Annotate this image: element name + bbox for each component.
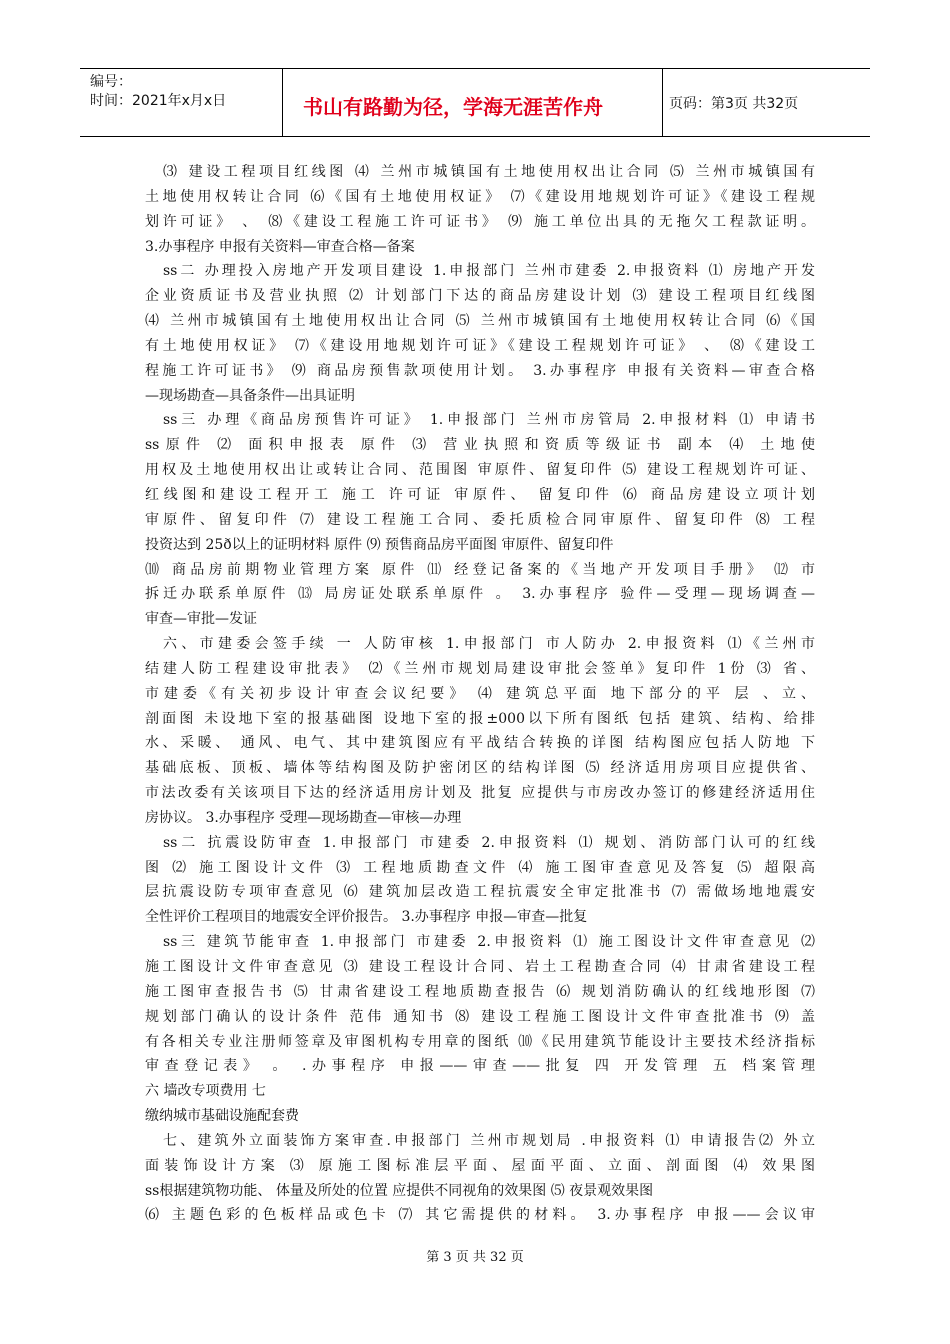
text-line: 市法改委有关该项目下达的经济适用房计划及 批复 应提供与市房改办签订的修建经济适用住 — [145, 785, 815, 802]
text-line: 层抗震设防专项审查意见 ⑹ 建筑加层改造工程抗震安全审定批准书 ⑺ 需做场地地震安 — [145, 884, 815, 901]
text-line: ⑶ 建设工程项目红线图 ⑷ 兰州市城镇国有土地使用权出让合同 ⑸ 兰州市城镇国有 — [163, 164, 815, 180]
document-body — [145, 160, 815, 1228]
text-line: ⑷ 兰州市城镇国有土地使用权出让合同 ⑸ 兰州市城镇国有土地使用权转让合同 ⑹《国 — [145, 313, 815, 330]
text-line: 全性评价工程项目的地震安全评价报告。 3.办事程序 申报—审查—批复 — [145, 909, 588, 926]
page-info: 页码：第3页 共32页 — [669, 96, 799, 112]
text-line: 有各相关专业注册师签章及审图机构专用章的图纸 ⑽《民用建筑节能设计主要技术经济指标 — [145, 1033, 815, 1050]
text-line: ss根据建筑物功能、 体量及所处的位置 应提供不同视角的效果图 ⑸ 夜景观效果图 — [145, 1182, 654, 1199]
text-line: 企业资质证书及营业执照 ⑵ 计划部门下达的商品房建设计划 ⑶ 建设工程项目红线图 — [145, 288, 815, 305]
text-line: 审查—审批—发证 — [145, 611, 257, 628]
text-line: 市建委《有关初步设计审查会议纪要》 ⑷ 建筑总平面 地下部分的平 层 、立、 — [145, 685, 815, 702]
text-line: 面装饰设计方案 ⑶ 原施工图标准层平面、屋面平面、立面、剖面图 ⑷ 效果图 — [145, 1157, 815, 1174]
page-header — [80, 68, 870, 137]
text-line: 划许可证》 、 ⑻《建设工程施工许可证书》 ⑼ 施工单位出具的无拖欠工程款证明。 — [145, 213, 815, 230]
text-line: 房协议。 3.办事程序 受理—现场勘查—审核—办理 — [145, 809, 462, 826]
header-page-cell — [663, 69, 870, 136]
text-line: ⑽ 商品房前期物业管理方案 原件 ⑾ 经登记备案的《当地产开发项目手册》 ⑿ 市 — [145, 561, 815, 578]
text-line: 程施工许可证书》 ⑼ 商品房预售款项使用计划。 3.办事程序 申报有关资料—审查合格 — [145, 362, 815, 379]
text-line: 施工图审查报告书 ⑸ 甘肃省建设工程地质勘查报告 ⑹ 规划消防确认的红线地形图 ⑺ — [145, 983, 815, 1000]
header-motto-cell — [283, 69, 663, 136]
text-line: 水、采暖、 通风、电气、其中建筑图应有平战结合转换的详图 结构图应包括人防地 下 — [145, 735, 815, 752]
text-line: 投资达到 25ð以上的证明材料 原件 ⑼ 预售商品房平面图 审原件、留复印件 — [145, 536, 614, 553]
text-line: ss原件 ⑵ 面积申报表 原件 ⑶ 营业执照和资质等级证书 副本 ⑷ 土地使 — [145, 437, 815, 454]
text-line: 审查登记表》 。 .办事程序 申报——审查——批复 四 开发管理 五 档案管理 — [145, 1058, 815, 1075]
text-line: 缴纳城市基础设施配套费 — [145, 1108, 299, 1125]
text-line: 六 墙改专项费用 七 — [145, 1083, 266, 1100]
number-label: 编号： — [90, 74, 132, 90]
header-meta — [80, 69, 283, 136]
text-line: 六、市建委会签手续 一 人防审核 1.申报部门 市人防办 2.申报资料 ⑴《兰州市 — [163, 636, 815, 653]
text-line: ss三 办理《商品房预售许可证》 1.申报部门 兰州市房管局 2.申报材料 ⑴ 申请书 — [163, 412, 815, 429]
text-line: ss二 抗震设防审查 1.申报部门 市建委 2.申报资料 ⑴ 规划、消防部门认可的红线 — [163, 834, 815, 851]
text-line: —现场勘查—具备条件—出具证明 — [145, 387, 355, 404]
text-line: 七、建筑外立面装饰方案审查.申报部门 兰州市规划局 .申报资料 ⑴ 申请报告⑵ 外立 — [163, 1132, 815, 1149]
text-line: 3.办事程序 申报有关资料—审查合格—备案 — [145, 238, 415, 255]
text-line: 结建人防工程建设审批表》 ⑵《兰州市规划局建设审批会签单》复印件 1份 ⑶ 省、 — [145, 660, 815, 677]
text-line: 图 ⑵ 施工图设计文件 ⑶ 工程地质勘查文件 ⑷ 施工图审查意见及答复 ⑸ 超限高 — [145, 859, 815, 876]
text-line: 施工图设计文件审查意见 ⑶ 建设工程设计合同、岩土工程勘查合同 ⑷ 甘肃省建设工程 — [145, 959, 815, 975]
text-line: ss三 建筑节能审查 1.申报部门 市建委 2.申报资料 ⑴ 施工图设计文件审查意见 ⑵ — [163, 934, 815, 951]
text-line: 剖面图 未设地下室的报基础图 设地下室的报±000以下所有图纸 包括 建筑、结构、给排 — [145, 710, 815, 727]
text-line: 基础底板、顶板、墙体等结构图及防护密闭区的结构详图 ⑸ 经济适用房项目应提供省、 — [145, 760, 815, 777]
page-footer: 第 3 页 共 32 页 — [426, 1250, 524, 1265]
text-line: 有土地使用权证》 ⑺《建设用地规划许可证》《建设工程规划许可证》 、 ⑻《建设工 — [145, 337, 815, 354]
text-line: 土地使用权转让合同 ⑹《国有土地使用权证》 ⑺《建设用地规划许可证》《建设工程规 — [145, 188, 815, 205]
text-line: ⑹ 主题色彩的色板样品或色卡 ⑺ 其它需提供的材料。 3.办事程序 申报——会议审 — [145, 1207, 815, 1224]
text-line: ss二 办理投入房地产开发项目建设 1.申报部门 兰州市建委 2.申报资料 ⑴ 房地产开发 — [163, 263, 815, 280]
text-line: 规划部门确认的设计条件 范伟 通知书 ⑻ 建设工程施工图设计文件审查批准书 ⑼ 盖 — [145, 1008, 815, 1025]
text-line: 红线图和建设工程开工 施工 许可证 审原件、 留复印件 ⑹ 商品房建设立项计划 — [145, 486, 815, 503]
text-line: 拆迁办联系单原件 ⒀ 局房证处联系单原件 。 3.办事程序 验件—受理—现场调查— — [145, 586, 815, 603]
text-line: 用权及土地使用权出让或转让合同、范围图 审原件、留复印件 ⑸ 建设工程规划许可证、 — [145, 462, 815, 479]
time-label: 时间：2021年x月x日 — [90, 93, 227, 109]
text-line: 审原件、留复印件 ⑺ 建设工程施工合同、委托质检合同审原件、留复印件 ⑻ 工程 — [145, 511, 815, 528]
motto-text: 书山有路勤为径，学海无涯苦作舟 — [303, 95, 603, 119]
